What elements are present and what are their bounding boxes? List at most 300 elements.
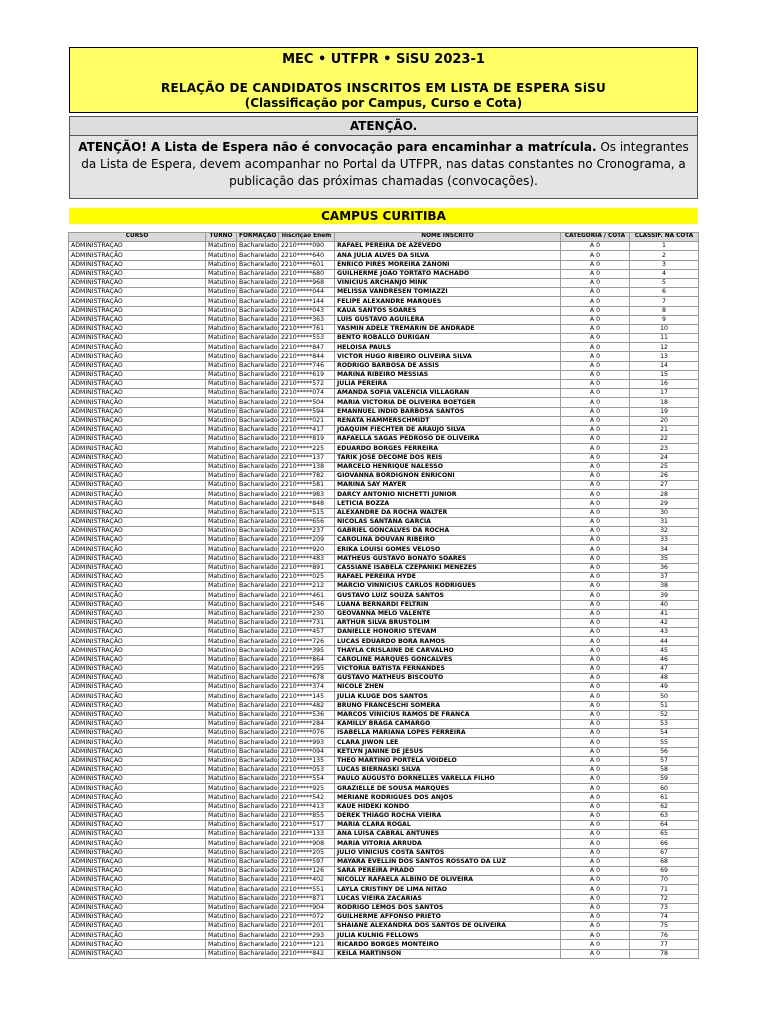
notice-body xyxy=(70,136,697,190)
cell-curso: ADMINISTRAÇÃO xyxy=(69,435,206,444)
col-header-inscricao: Inscrição Enem xyxy=(279,233,335,242)
table-row xyxy=(69,334,699,343)
cell-turno: Matutino xyxy=(206,499,237,508)
cell-nome: ANA JULIA ALVES DA SILVA xyxy=(335,251,561,260)
cell-curso: ADMINISTRAÇÃO xyxy=(69,747,206,756)
cell-nome: JULIA KLUGE DOS SANTOS xyxy=(335,692,561,701)
table-header-row xyxy=(69,233,699,242)
table-row xyxy=(69,765,699,774)
cell-classificacao: 15 xyxy=(630,370,699,379)
cell-turno: Matutino xyxy=(206,453,237,462)
cell-inscricao: 2210*****640 xyxy=(279,251,335,260)
cell-formacao: Bacharelado xyxy=(237,912,279,921)
cell-turno: Matutino xyxy=(206,912,237,921)
cell-curso: ADMINISTRAÇÃO xyxy=(69,637,206,646)
cell-classificacao: 69 xyxy=(630,866,699,875)
cell-formacao: Bacharelado xyxy=(237,949,279,958)
cell-categoria: A 0 xyxy=(561,462,630,471)
cell-nome: SHAIANE ALEXANDRA DOS SANTOS DE OLIVEIRA xyxy=(335,922,561,931)
cell-categoria: A 0 xyxy=(561,655,630,664)
cell-categoria: A 0 xyxy=(561,324,630,333)
cell-turno: Matutino xyxy=(206,306,237,315)
cell-formacao: Bacharelado xyxy=(237,940,279,949)
cell-curso: ADMINISTRAÇÃO xyxy=(69,370,206,379)
cell-formacao: Bacharelado xyxy=(237,885,279,894)
cell-classificacao: 47 xyxy=(630,664,699,673)
table-row xyxy=(69,554,699,563)
cell-categoria: A 0 xyxy=(561,618,630,627)
cell-classificacao: 18 xyxy=(630,398,699,407)
cell-categoria: A 0 xyxy=(561,912,630,921)
cell-categoria: A 0 xyxy=(561,554,630,563)
cell-categoria: A 0 xyxy=(561,848,630,857)
cell-categoria: A 0 xyxy=(561,389,630,398)
cell-inscricao: 2210*****920 xyxy=(279,545,335,554)
cell-nome: LUANA BERNARDI FELTRIN xyxy=(335,600,561,609)
table-row xyxy=(69,343,699,352)
cell-formacao: Bacharelado xyxy=(237,324,279,333)
cell-turno: Matutino xyxy=(206,940,237,949)
cell-curso: ADMINISTRAÇÃO xyxy=(69,591,206,600)
cell-inscricao: 2210*****554 xyxy=(279,775,335,784)
cell-categoria: A 0 xyxy=(561,692,630,701)
table-row xyxy=(69,637,699,646)
cell-inscricao: 2210*****619 xyxy=(279,370,335,379)
table-row xyxy=(69,278,699,287)
cell-classificacao: 42 xyxy=(630,618,699,627)
cell-categoria: A 0 xyxy=(561,517,630,526)
cell-turno: Matutino xyxy=(206,398,237,407)
table-row xyxy=(69,756,699,765)
cell-turno: Matutino xyxy=(206,628,237,637)
cell-classificacao: 52 xyxy=(630,710,699,719)
table-row xyxy=(69,683,699,692)
cell-classificacao: 31 xyxy=(630,517,699,526)
table-row xyxy=(69,839,699,848)
cell-turno: Matutino xyxy=(206,692,237,701)
cell-turno: Matutino xyxy=(206,288,237,297)
cell-turno: Matutino xyxy=(206,664,237,673)
cell-inscricao: 2210*****225 xyxy=(279,444,335,453)
cell-classificacao: 63 xyxy=(630,811,699,820)
cell-categoria: A 0 xyxy=(561,242,630,251)
cell-inscricao: 2210*****746 xyxy=(279,361,335,370)
cell-inscricao: 2210*****090 xyxy=(279,242,335,251)
cell-formacao: Bacharelado xyxy=(237,674,279,683)
cell-curso: ADMINISTRAÇÃO xyxy=(69,389,206,398)
cell-classificacao: 68 xyxy=(630,857,699,866)
cell-turno: Matutino xyxy=(206,416,237,425)
table-row xyxy=(69,242,699,251)
cell-nome: KAMILLY BRAGA CAMARGO xyxy=(335,719,561,728)
cell-categoria: A 0 xyxy=(561,416,630,425)
cell-formacao: Bacharelado xyxy=(237,572,279,581)
cell-classificacao: 61 xyxy=(630,793,699,802)
campus-title: CAMPUS CURITIBA xyxy=(69,208,698,224)
cell-formacao: Bacharelado xyxy=(237,416,279,425)
cell-classificacao: 19 xyxy=(630,407,699,416)
col-header-classificacao: CLASSIF. NA COTA xyxy=(630,233,699,242)
cell-curso: ADMINISTRAÇÃO xyxy=(69,517,206,526)
cell-nome: AMANDA SOFIA VALENCIA VILLAGRAN xyxy=(335,389,561,398)
cell-classificacao: 40 xyxy=(630,600,699,609)
cell-classificacao: 23 xyxy=(630,444,699,453)
cell-categoria: A 0 xyxy=(561,334,630,343)
table-row xyxy=(69,628,699,637)
table-row xyxy=(69,389,699,398)
cell-categoria: A 0 xyxy=(561,821,630,830)
cell-inscricao: 2210*****993 xyxy=(279,738,335,747)
table-row xyxy=(69,894,699,903)
cell-curso: ADMINISTRAÇÃO xyxy=(69,398,206,407)
cell-turno: Matutino xyxy=(206,278,237,287)
cell-nome: MARINA SAY MAYER xyxy=(335,481,561,490)
cell-nome: JULIA PEREIRA xyxy=(335,380,561,389)
cell-inscricao: 2210*****483 xyxy=(279,554,335,563)
cell-curso: ADMINISTRAÇÃO xyxy=(69,664,206,673)
cell-nome: MARIA VITORIA ARRUDA xyxy=(335,839,561,848)
cell-formacao: Bacharelado xyxy=(237,297,279,306)
cell-classificacao: 49 xyxy=(630,683,699,692)
table-row xyxy=(69,481,699,490)
cell-curso: ADMINISTRAÇÃO xyxy=(69,756,206,765)
cell-inscricao: 2210*****121 xyxy=(279,940,335,949)
cell-categoria: A 0 xyxy=(561,508,630,517)
cell-classificacao: 48 xyxy=(630,674,699,683)
cell-turno: Matutino xyxy=(206,527,237,536)
cell-nome: MARCELO HENRIQUE NALESSO xyxy=(335,462,561,471)
cell-formacao: Bacharelado xyxy=(237,802,279,811)
table-row xyxy=(69,416,699,425)
cell-nome: RAFAEL PEREIRA DE AZEVEDO xyxy=(335,242,561,251)
cell-turno: Matutino xyxy=(206,674,237,683)
cell-curso: ADMINISTRAÇÃO xyxy=(69,444,206,453)
cell-nome: VICTORIA BATISTA FERNANDES xyxy=(335,664,561,673)
table-row xyxy=(69,545,699,554)
col-header-curso: CURSO xyxy=(69,233,206,242)
cell-classificacao: 26 xyxy=(630,471,699,480)
cell-nome: KAUA SANTOS SOARES xyxy=(335,306,561,315)
cell-classificacao: 5 xyxy=(630,278,699,287)
cell-turno: Matutino xyxy=(206,242,237,251)
cell-classificacao: 74 xyxy=(630,912,699,921)
cell-categoria: A 0 xyxy=(561,352,630,361)
cell-turno: Matutino xyxy=(206,370,237,379)
cell-formacao: Bacharelado xyxy=(237,692,279,701)
cell-classificacao: 7 xyxy=(630,297,699,306)
cell-formacao: Bacharelado xyxy=(237,591,279,600)
table-row xyxy=(69,297,699,306)
cell-curso: ADMINISTRAÇÃO xyxy=(69,894,206,903)
cell-inscricao: 2210*****402 xyxy=(279,876,335,885)
cell-classificacao: 66 xyxy=(630,839,699,848)
cell-nome: MARIA VICTORIA DE OLIVEIRA BOETGER xyxy=(335,398,561,407)
cell-formacao: Bacharelado xyxy=(237,435,279,444)
cell-categoria: A 0 xyxy=(561,885,630,894)
cell-inscricao: 2210*****871 xyxy=(279,894,335,903)
cell-curso: ADMINISTRAÇÃO xyxy=(69,949,206,958)
cell-categoria: A 0 xyxy=(561,866,630,875)
cell-inscricao: 2210*****656 xyxy=(279,517,335,526)
cell-categoria: A 0 xyxy=(561,628,630,637)
cell-inscricao: 2210*****551 xyxy=(279,885,335,894)
cell-curso: ADMINISTRAÇÃO xyxy=(69,655,206,664)
cell-categoria: A 0 xyxy=(561,738,630,747)
cell-curso: ADMINISTRAÇÃO xyxy=(69,784,206,793)
cell-curso: ADMINISTRAÇÃO xyxy=(69,278,206,287)
cell-classificacao: 39 xyxy=(630,591,699,600)
cell-nome: GUILHERME JOAO TORTATO MACHADO xyxy=(335,269,561,278)
table-row xyxy=(69,306,699,315)
cell-nome: VICTOR HUGO RIBEIRO OLIVEIRA SILVA xyxy=(335,352,561,361)
cell-classificacao: 16 xyxy=(630,380,699,389)
cell-classificacao: 13 xyxy=(630,352,699,361)
cell-inscricao: 2210*****680 xyxy=(279,269,335,278)
cell-curso: ADMINISTRAÇÃO xyxy=(69,260,206,269)
cell-inscricao: 2210*****782 xyxy=(279,471,335,480)
cell-turno: Matutino xyxy=(206,444,237,453)
table-row xyxy=(69,903,699,912)
header-subtitle: RELAÇÃO DE CANDIDATOS INSCRITOS EM LISTA DE ESPERA SiSU xyxy=(161,81,606,95)
cell-nome: LUIS GUSTAVO AGUILERA xyxy=(335,315,561,324)
cell-inscricao: 2210*****135 xyxy=(279,756,335,765)
table-row xyxy=(69,380,699,389)
cell-nome: ANA LUISA CABRAL ANTUNES xyxy=(335,830,561,839)
cell-classificacao: 50 xyxy=(630,692,699,701)
cell-inscricao: 2210*****891 xyxy=(279,563,335,572)
table-row xyxy=(69,674,699,683)
table-row xyxy=(69,738,699,747)
cell-classificacao: 45 xyxy=(630,646,699,655)
cell-curso: ADMINISTRAÇÃO xyxy=(69,306,206,315)
cell-turno: Matutino xyxy=(206,536,237,545)
cell-inscricao: 2210*****847 xyxy=(279,343,335,352)
cell-categoria: A 0 xyxy=(561,425,630,434)
cell-formacao: Bacharelado xyxy=(237,866,279,875)
cell-turno: Matutino xyxy=(206,821,237,830)
cell-inscricao: 2210*****043 xyxy=(279,306,335,315)
cell-categoria: A 0 xyxy=(561,903,630,912)
cell-curso: ADMINISTRAÇÃO xyxy=(69,453,206,462)
cell-inscricao: 2210*****145 xyxy=(279,692,335,701)
cell-formacao: Bacharelado xyxy=(237,444,279,453)
cell-categoria: A 0 xyxy=(561,637,630,646)
cell-nome: MERIANE RODRIGUES DOS ANJOS xyxy=(335,793,561,802)
table-row xyxy=(69,444,699,453)
cell-turno: Matutino xyxy=(206,572,237,581)
cell-categoria: A 0 xyxy=(561,765,630,774)
cell-inscricao: 2210*****293 xyxy=(279,931,335,940)
cell-inscricao: 2210*****855 xyxy=(279,811,335,820)
cell-inscricao: 2210*****295 xyxy=(279,664,335,673)
cell-turno: Matutino xyxy=(206,545,237,554)
cell-turno: Matutino xyxy=(206,251,237,260)
cell-turno: Matutino xyxy=(206,894,237,903)
cell-categoria: A 0 xyxy=(561,609,630,618)
cell-nome: EMANNUEL INDIO BARBOSA SANTOS xyxy=(335,407,561,416)
cell-curso: ADMINISTRAÇÃO xyxy=(69,609,206,618)
table-row xyxy=(69,793,699,802)
cell-formacao: Bacharelado xyxy=(237,554,279,563)
cell-categoria: A 0 xyxy=(561,710,630,719)
notice-bold-text: ATENÇÃO! A Lista de Espera não é convocação para encaminhar a matrícula. xyxy=(78,140,597,154)
cell-curso: ADMINISTRAÇÃO xyxy=(69,811,206,820)
table-row xyxy=(69,940,699,949)
cell-curso: ADMINISTRAÇÃO xyxy=(69,830,206,839)
cell-classificacao: 46 xyxy=(630,655,699,664)
cell-nome: NICOLE ZHEN xyxy=(335,683,561,692)
cell-inscricao: 2210*****761 xyxy=(279,324,335,333)
cell-formacao: Bacharelado xyxy=(237,563,279,572)
cell-curso: ADMINISTRAÇÃO xyxy=(69,416,206,425)
cell-formacao: Bacharelado xyxy=(237,481,279,490)
cell-categoria: A 0 xyxy=(561,572,630,581)
cell-formacao: Bacharelado xyxy=(237,793,279,802)
cell-curso: ADMINISTRAÇÃO xyxy=(69,288,206,297)
cell-classificacao: 12 xyxy=(630,343,699,352)
cell-inscricao: 2210*****144 xyxy=(279,297,335,306)
cell-formacao: Bacharelado xyxy=(237,269,279,278)
cell-nome: MARIA CLARA ROGAL xyxy=(335,821,561,830)
cell-formacao: Bacharelado xyxy=(237,582,279,591)
table-row xyxy=(69,618,699,627)
cell-classificacao: 41 xyxy=(630,609,699,618)
cell-formacao: Bacharelado xyxy=(237,407,279,416)
cell-curso: ADMINISTRAÇÃO xyxy=(69,462,206,471)
cell-inscricao: 2210*****044 xyxy=(279,288,335,297)
cell-inscricao: 2210*****726 xyxy=(279,637,335,646)
cell-nome: MATHEUS GUSTAVO BONATO SOARES xyxy=(335,554,561,563)
cell-turno: Matutino xyxy=(206,269,237,278)
cell-formacao: Bacharelado xyxy=(237,655,279,664)
cell-turno: Matutino xyxy=(206,481,237,490)
cell-formacao: Bacharelado xyxy=(237,821,279,830)
table-row xyxy=(69,591,699,600)
cell-curso: ADMINISTRAÇÃO xyxy=(69,572,206,581)
cell-formacao: Bacharelado xyxy=(237,508,279,517)
cell-nome: CASSIANE ISABELA CZEPANIKI MENEZES xyxy=(335,563,561,572)
cell-classificacao: 36 xyxy=(630,563,699,572)
cell-formacao: Bacharelado xyxy=(237,361,279,370)
cell-classificacao: 11 xyxy=(630,334,699,343)
cell-nome: GUSTAVO LUIZ SOUZA SANTOS xyxy=(335,591,561,600)
cell-classificacao: 2 xyxy=(630,251,699,260)
cell-inscricao: 2210*****133 xyxy=(279,830,335,839)
cell-nome: KETLYN JANINE DE JESUS xyxy=(335,747,561,756)
cell-categoria: A 0 xyxy=(561,811,630,820)
table-row xyxy=(69,490,699,499)
cell-formacao: Bacharelado xyxy=(237,453,279,462)
cell-curso: ADMINISTRAÇÃO xyxy=(69,912,206,921)
col-header-nome: NOME INSCRITO xyxy=(335,233,561,242)
cell-formacao: Bacharelado xyxy=(237,425,279,434)
table-row xyxy=(69,315,699,324)
cell-nome: CAROLINE MARQUES GONCALVES xyxy=(335,655,561,664)
cell-turno: Matutino xyxy=(206,683,237,692)
cell-classificacao: 4 xyxy=(630,269,699,278)
cell-curso: ADMINISTRAÇÃO xyxy=(69,683,206,692)
cell-nome: RENATA HAMMERSCHMIDT xyxy=(335,416,561,425)
cell-nome: KEILA MARTINSON xyxy=(335,949,561,958)
cell-nome: LUCAS VIEIRA ZACARIAS xyxy=(335,894,561,903)
table-row xyxy=(69,499,699,508)
cell-turno: Matutino xyxy=(206,876,237,885)
cell-nome: GEOVANNA MELO VALENTE xyxy=(335,609,561,618)
cell-turno: Matutino xyxy=(206,462,237,471)
cell-classificacao: 59 xyxy=(630,775,699,784)
cell-categoria: A 0 xyxy=(561,802,630,811)
cell-formacao: Bacharelado xyxy=(237,490,279,499)
cell-formacao: Bacharelado xyxy=(237,398,279,407)
cell-nome: THEO MARTINO PORTELA VOIDELO xyxy=(335,756,561,765)
cell-inscricao: 2210*****819 xyxy=(279,435,335,444)
cell-formacao: Bacharelado xyxy=(237,637,279,646)
cell-nome: RAFAELLA SAGAS PEDROSO DE OLIVEIRA xyxy=(335,435,561,444)
cell-curso: ADMINISTRAÇÃO xyxy=(69,343,206,352)
cell-curso: ADMINISTRAÇÃO xyxy=(69,876,206,885)
table-row xyxy=(69,830,699,839)
cell-nome: BENTO ROBALLO DURIGAN xyxy=(335,334,561,343)
cell-categoria: A 0 xyxy=(561,563,630,572)
cell-formacao: Bacharelado xyxy=(237,545,279,554)
cell-inscricao: 2210*****230 xyxy=(279,609,335,618)
cell-classificacao: 57 xyxy=(630,756,699,765)
cell-curso: ADMINISTRAÇÃO xyxy=(69,242,206,251)
cell-categoria: A 0 xyxy=(561,444,630,453)
table-row xyxy=(69,563,699,572)
cell-turno: Matutino xyxy=(206,343,237,352)
cell-nome: GIOVANNA BORDIGNON ENRICONI xyxy=(335,471,561,480)
cell-formacao: Bacharelado xyxy=(237,352,279,361)
cell-turno: Matutino xyxy=(206,517,237,526)
table-row xyxy=(69,701,699,710)
cell-turno: Matutino xyxy=(206,848,237,857)
cell-classificacao: 22 xyxy=(630,435,699,444)
cell-curso: ADMINISTRAÇÃO xyxy=(69,527,206,536)
cell-formacao: Bacharelado xyxy=(237,242,279,251)
cell-inscricao: 2210*****515 xyxy=(279,508,335,517)
cell-inscricao: 2210*****076 xyxy=(279,729,335,738)
cell-classificacao: 14 xyxy=(630,361,699,370)
cell-nome: RODRIGO LEMOS DOS SANTOS xyxy=(335,903,561,912)
cell-formacao: Bacharelado xyxy=(237,389,279,398)
cell-curso: ADMINISTRAÇÃO xyxy=(69,582,206,591)
cell-categoria: A 0 xyxy=(561,370,630,379)
notice-text: Os integrantes da Lista de Espera, devem acompanhar no Portal da UTFPR, nas datas constantes no Cronograma, a publicação das próximas chamadas (convocações). xyxy=(81,140,689,188)
cell-classificacao: 58 xyxy=(630,765,699,774)
table-row xyxy=(69,582,699,591)
cell-curso: ADMINISTRAÇÃO xyxy=(69,848,206,857)
cell-curso: ADMINISTRAÇÃO xyxy=(69,821,206,830)
cell-formacao: Bacharelado xyxy=(237,315,279,324)
cell-inscricao: 2210*****517 xyxy=(279,821,335,830)
cell-turno: Matutino xyxy=(206,508,237,517)
cell-curso: ADMINISTRAÇÃO xyxy=(69,471,206,480)
cell-categoria: A 0 xyxy=(561,453,630,462)
cell-formacao: Bacharelado xyxy=(237,710,279,719)
cell-inscricao: 2210*****212 xyxy=(279,582,335,591)
cell-categoria: A 0 xyxy=(561,481,630,490)
cell-classificacao: 6 xyxy=(630,288,699,297)
table-row xyxy=(69,821,699,830)
cell-formacao: Bacharelado xyxy=(237,931,279,940)
table-row xyxy=(69,453,699,462)
cell-categoria: A 0 xyxy=(561,775,630,784)
cell-turno: Matutino xyxy=(206,710,237,719)
cell-classificacao: 9 xyxy=(630,315,699,324)
cell-formacao: Bacharelado xyxy=(237,462,279,471)
cell-nome: ALEXANDRE DA ROCHA WALTER xyxy=(335,508,561,517)
